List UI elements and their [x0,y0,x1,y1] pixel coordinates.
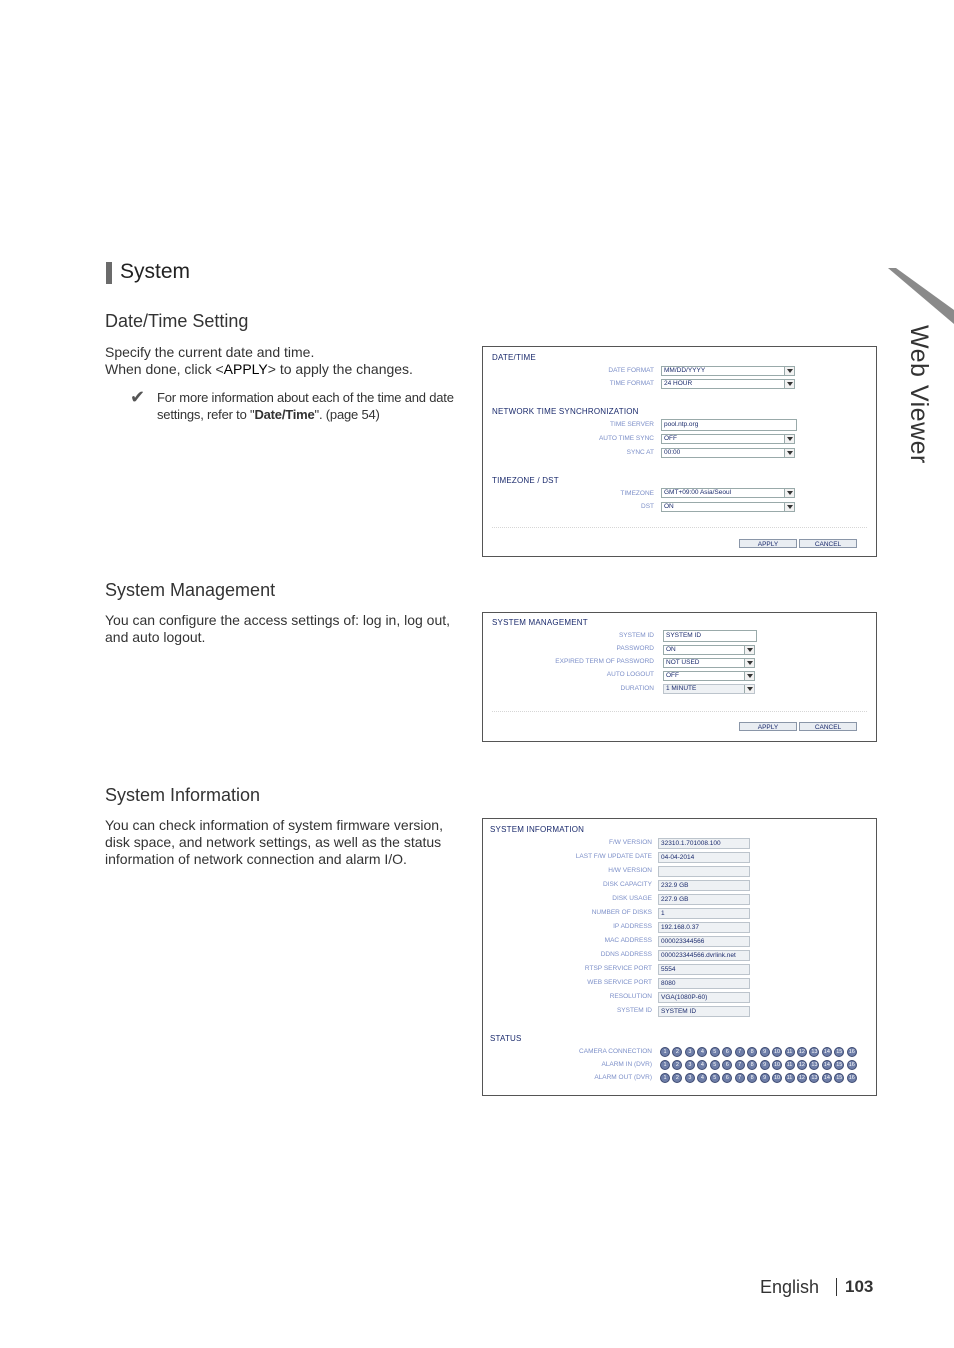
auto-sync-value: OFF [664,435,677,442]
chevron-down-icon[interactable] [784,435,794,443]
info-value: SYSTEM ID [658,1006,750,1017]
channel-status-indicator: 5 [710,1047,720,1057]
cancel-button[interactable]: CANCEL [799,722,857,731]
info-label: DISK CAPACITY [602,881,652,888]
panel-heading-datetime: DATE/TIME [492,353,536,362]
page-number: 103 [845,1277,874,1296]
channel-status-indicator: 8 [747,1073,757,1083]
channel-status-indicator: 10 [773,1075,781,1081]
info-label: MAC ADDRESS [604,937,652,944]
panel-heading-information: SYSTEM INFORMATION [490,825,585,834]
channel-status-indicator: 3 [685,1060,695,1070]
info-value: 32310.1.701008.100 [658,838,750,849]
expired-term-value: NOT USED [666,659,700,666]
channel-status-indicator: 4 [697,1073,707,1083]
auto-logout-value: OFF [666,672,679,679]
channel-status-indicator: 12 [798,1075,805,1081]
channel-status-indicator: 6 [722,1073,732,1083]
side-tab-decoration [888,268,954,324]
channel-status-indicator: 1 [660,1047,670,1057]
chevron-down-icon[interactable] [784,503,794,511]
footer-divider [836,1278,837,1296]
info-label: RESOLUTION [609,993,652,1000]
dst-value: ON [664,503,674,510]
password-select[interactable] [663,645,755,655]
datetime-line2-pre: When done, click < [105,361,224,377]
datetime-note [157,389,457,423]
channel-status-indicator: 7 [735,1060,745,1070]
channel-status-indicator: 9 [760,1047,770,1057]
management-panel [482,612,877,742]
duration-label: DURATION [620,685,654,692]
info-value: 000023344566.dvrlink.net [658,950,750,961]
channel-status-indicator: 7 [735,1073,745,1083]
info-label: SYSTEM ID [616,1007,652,1014]
panel-heading-management: SYSTEM MANAGEMENT [492,618,588,627]
channel-status-indicator: 6 [722,1060,732,1070]
datetime-apply-bold: APPLY [223,361,268,377]
channel-status-indicator: 8 [747,1047,757,1057]
auto-sync-label: AUTO TIME SYNC [598,435,654,442]
time-server-input[interactable]: pool.ntp.org [661,419,797,431]
date-format-select[interactable] [661,366,795,376]
panel-divider [492,711,867,712]
status-label: CAMERA CONNECTION [579,1048,652,1055]
info-label: LAST F/W UPDATE DATE [575,853,652,860]
channel-status-indicator: 13 [811,1049,818,1055]
channel-status-indicator: 2 [672,1060,682,1070]
channel-status-indicator: 16 [848,1075,855,1081]
information-description: You can check information of system firmware version, disk space, and network settings, as well as the status information of network connection and alarm I/O. [105,817,443,867]
channel-status-indicator: 4 [697,1047,707,1057]
channel-status-indicator: 9 [760,1073,770,1083]
channel-status-indicator: 10 [773,1062,781,1068]
chevron-down-icon[interactable] [784,367,794,375]
channel-status-indicator: 16 [848,1049,855,1055]
channel-status-indicator: 12 [798,1062,805,1068]
timezone-select[interactable] [661,488,795,498]
channel-status-indicator: 16 [848,1062,855,1068]
duration-value: 1 MINUTE [666,685,697,692]
channel-status-indicator: 9 [760,1060,770,1070]
channel-status-indicator: 1 [660,1073,670,1083]
info-value: VGA(1080P-60) [658,992,750,1003]
datetime-line1: Specify the current date and time. [105,344,315,360]
system-id-label: SYSTEM ID [618,632,654,639]
date-format-label: DATE FORMAT [608,367,654,374]
status-label: ALARM OUT (DVR) [594,1074,652,1081]
channel-status-indicator: 5 [710,1073,720,1083]
info-label: DISK USAGE [612,895,652,902]
channel-status-indicator: 13 [811,1062,818,1068]
info-value: 227.9 GB [658,894,750,905]
channel-status-indicator: 11 [785,1047,795,1057]
channel-status-indicator: 11 [785,1060,795,1070]
channel-status-indicator: 15 [836,1049,843,1055]
management-heading: System Management [105,580,276,600]
footer-language: English [760,1277,820,1297]
expired-term-select[interactable] [663,658,755,668]
time-format-select[interactable] [661,379,795,389]
channel-status-indicator: 15 [836,1075,843,1081]
info-value [658,866,750,877]
channel-status-indicator: 15 [836,1062,843,1068]
datetime-heading: Date/Time Setting [105,311,249,331]
time-format-label: TIME FORMAT [609,380,654,387]
note-pre: For more information about each of the time and date settings, refer to " [157,390,454,422]
side-section-label: Web Viewer [905,325,933,464]
info-value: 192.168.0.37 [658,922,750,933]
chevron-down-icon[interactable] [744,659,754,667]
info-label: RTSP SERVICE PORT [584,965,652,972]
info-value: 232.9 GB [658,880,750,891]
channel-status-indicator: 6 [722,1047,732,1057]
sync-at-value: 00:00 [664,449,681,456]
datetime-line2 [105,361,470,378]
auto-logout-select[interactable] [663,671,755,681]
timezone-label: TIMEZONE [620,490,654,497]
expired-term-label: EXPIRED TERM OF PASSWORD [555,658,654,665]
info-label: NUMBER OF DISKS [591,909,652,916]
section-bar-marker [106,262,112,284]
channel-status-indicator: 3 [685,1073,695,1083]
chevron-down-icon[interactable] [784,489,794,497]
info-value: 04-04-2014 [658,852,750,863]
note-bold: Date/Time [254,407,315,422]
channel-status-indicator: 2 [672,1047,682,1057]
channel-status-indicator: 8 [747,1060,757,1070]
note-post: ". (page 54) [314,407,380,422]
channel-status-indicator: 13 [811,1075,818,1081]
dst-label: DST [641,503,654,510]
info-label: DDNS ADDRESS [600,951,652,958]
date-format-value: MM/DD/YYYY [664,367,706,374]
channel-status-indicator: 10 [773,1049,781,1055]
info-value: 1 [658,908,750,919]
channel-status-indicator: 4 [697,1060,707,1070]
chevron-down-icon[interactable] [744,685,754,693]
channel-status-indicator: 11 [785,1073,795,1083]
datetime-panel [482,346,877,557]
information-panel [482,818,877,1096]
channel-status-indicator: 12 [798,1049,805,1055]
channel-status-indicator: 1 [660,1060,670,1070]
panel-heading-ntp: NETWORK TIME SYNCHRONIZATION [492,407,639,416]
sync-at-select[interactable] [661,448,795,458]
info-label: H/W VERSION [608,867,652,874]
panel-divider [492,527,867,528]
chevron-down-icon[interactable] [784,380,794,388]
chevron-down-icon[interactable] [784,449,794,457]
chevron-down-icon[interactable] [744,646,754,654]
status-label: ALARM IN (DVR) [601,1061,652,1068]
auto-logout-label: AUTO LOGOUT [606,671,654,678]
system-id-input[interactable]: SYSTEM ID [663,630,757,642]
panel-heading-status: STATUS [490,1034,522,1043]
info-value: 000023344566 [658,936,750,947]
chevron-down-icon[interactable] [744,672,754,680]
channel-status-indicator: 14 [823,1075,830,1081]
section-title: System [120,260,191,283]
sync-at-label: SYNC AT [626,449,654,456]
dst-select[interactable] [661,502,795,512]
apply-button[interactable]: APPLY [739,722,797,731]
channel-status-indicator: 7 [735,1047,745,1057]
channel-status-indicator: 14 [823,1062,830,1068]
password-label: PASSWORD [616,645,654,652]
checkmark-icon: ✔ [130,387,146,407]
info-label: IP ADDRESS [613,923,652,930]
datetime-line2-post: > to apply the changes. [267,361,413,377]
panel-heading-timezone: TIMEZONE / DST [492,476,559,485]
information-heading: System Information [105,785,261,805]
timezone-value: GMT+09:00 Asia/Seoul [664,489,732,496]
datetime-description [105,344,470,378]
password-value: ON [666,646,676,653]
info-label: WEB SERVICE PORT [587,979,652,986]
management-description: You can configure the access settings of: log in, log out, and auto logout. [105,612,451,645]
channel-status-indicator: 14 [823,1049,830,1055]
cancel-button[interactable]: CANCEL [799,539,857,548]
info-label: F/W VERSION [609,839,652,846]
time-format-value: 24 HOUR [664,380,693,387]
time-server-label: TIME SERVER [610,421,654,428]
channel-status-indicator: 3 [685,1047,695,1057]
channel-status-indicator: 2 [672,1073,682,1083]
channel-status-indicator: 5 [710,1060,720,1070]
duration-select[interactable] [663,684,755,694]
auto-sync-select[interactable] [661,434,795,444]
apply-button[interactable]: APPLY [739,539,797,548]
info-value: 8080 [658,978,750,989]
info-value: 5554 [658,964,750,975]
